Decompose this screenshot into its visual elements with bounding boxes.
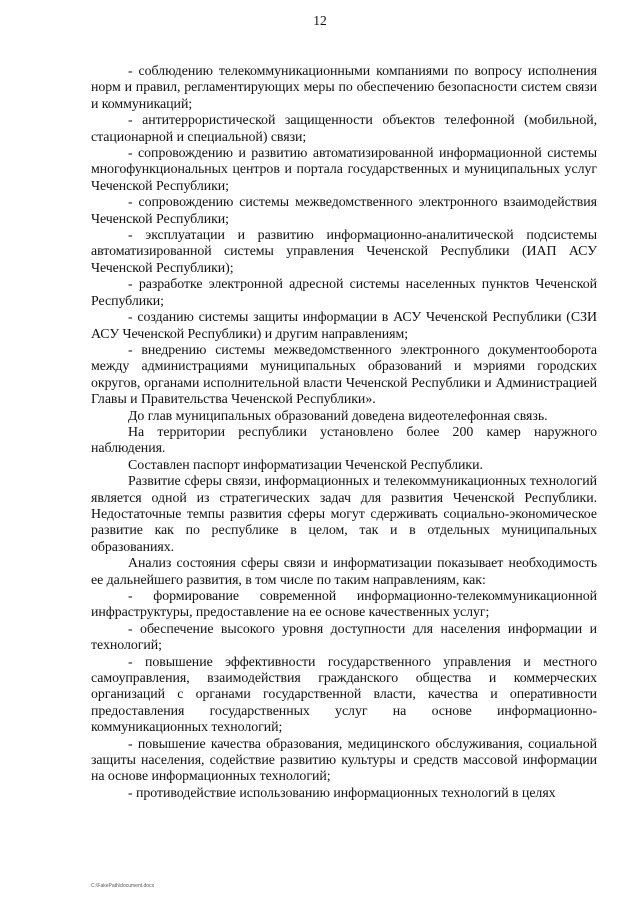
paragraph-social-services: - повышение качества образования, медицинского обслуживания, социальной защиты населения, содействие развитию культуры и средств массовой информации на основе информационных технологий; [91, 736, 597, 785]
paragraph-szi-asu: - созданию системы защиты информации в АСУ Чеченской Республики (СЗИ АСУ Чеченской Республики) и другим направлениям; [91, 310, 597, 342]
footer-file-stamp: С:\FakePath\document.docx [91, 883, 155, 889]
paragraph-governance: - повышение эффективности государственного управления и местного самоуправления, взаимодействия гражданского общества и коммерческих организаций с органами государственной власти, качества и оперативности предоставления государственных услуг на основе информационно-коммуникационных технологий; [91, 654, 597, 736]
paragraph-iap-asu: - эксплуатации и развитию информационно-аналитической подсистемы автоматизированной системы управления Чеченской Республики (ИАП АСУ Чеченской Республики); [91, 228, 597, 276]
paragraph-interagency-interaction: - сопровождению системы межведомственного электронного взаимодействия Чеченской Республики; [91, 195, 597, 227]
paragraph-analysis: Анализ состояния сферы связи и информатизации показывает необходимость ее дальнейшего развития, в том числе по таким направлениям, как: [91, 556, 597, 588]
paragraph-antiterror-protection: - антитеррористической защищенности объектов телефонной (мобильной, стационарной и специальной) связи; [91, 113, 597, 145]
paragraph-mfc-portal: - сопровождению и развитию автоматизированной информационной системы многофункциональных центров и портала государственных и муниципальных услуг Чеченской Республики; [91, 146, 597, 194]
paragraph-accessibility: - обеспечение высокого уровня доступности для населения информации и технологий; [91, 621, 597, 654]
paragraph-video-link: До глав муниципальных образований доведена видеотелефонная связь. [128, 408, 548, 424]
paragraph-development: Развитие сферы связи, информационных и телекоммуникационных технологий является одной из стратегических задач для развития Чеченской Республики. Недостаточные темпы развития сферы могут сдерживать социально-экономическое развитие как по республике в целом, так и в отдельных муниципальных образованиях. [91, 474, 597, 555]
paragraph-counteraction: - противодействие использованию информационных технологий в целях [128, 785, 556, 801]
paragraph-address-system: - разработке электронной адресной системы населенных пунктов Чеченской Республики; [91, 277, 597, 309]
paragraph-edms: - внедрению системы межведомственного электронного документооборота между администрациями муниципальных образований и мэриями городских округов, органами исполнительной власти Чеченской Республики и Администрацией Главы и Правительства Чеченской Республики». [91, 342, 597, 408]
paragraph-telecom-compliance: - соблюдению телекоммуникационными компаниями по вопросу исполнения норм и правил, регламентирующих меры по обеспечению безопасности систем связи и коммуникаций; [91, 64, 597, 112]
paragraph-cameras: На территории республики установлено более 200 камер наружного наблюдения. [91, 424, 597, 457]
paragraph-infrastructure: - формирование современной информационно-телекоммуникационной инфраструктуры, предоставление на ее основе качественных услуг; [91, 589, 597, 621]
page-number: 12 [313, 13, 327, 28]
paragraph-passport: Составлен паспорт информатизации Чеченской Республики. [128, 457, 483, 473]
document-body [91, 64, 597, 802]
